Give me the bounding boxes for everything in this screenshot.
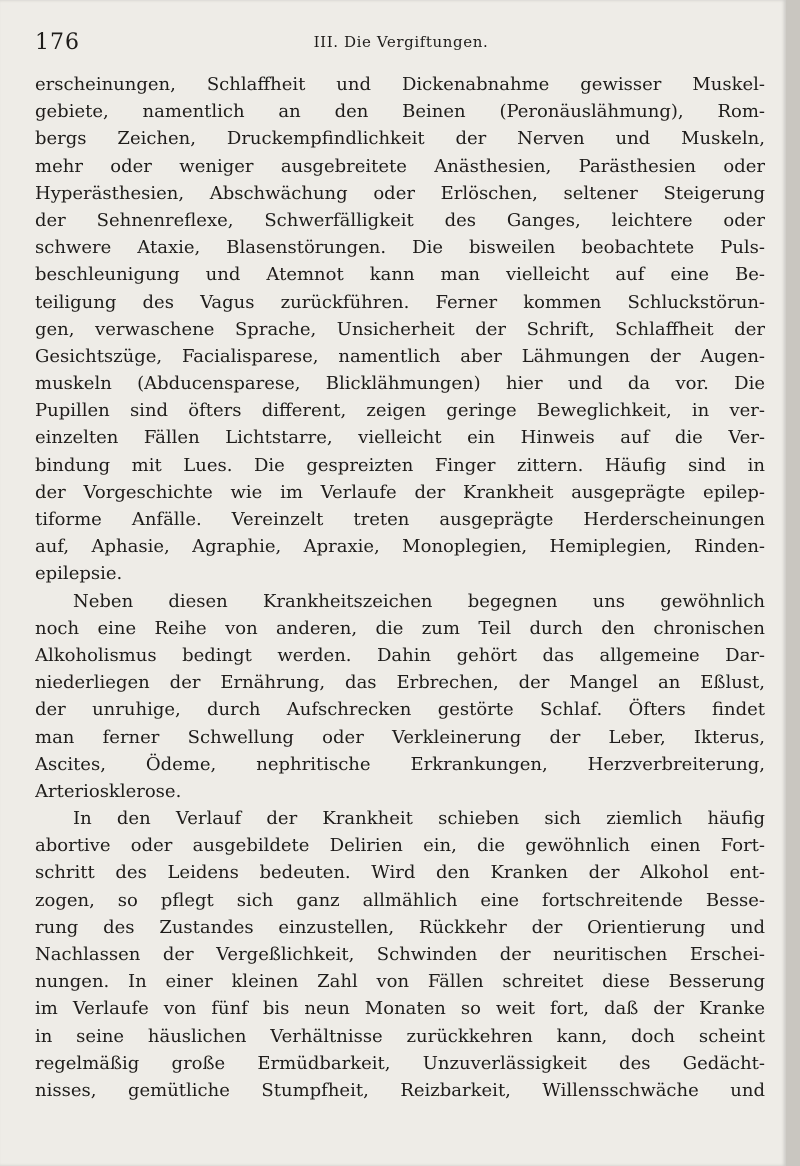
page-header (35, 30, 767, 60)
text-line: epilepsie. (35, 563, 123, 585)
text-line: beschleunigung und Atemnot kann man vielleicht auf eine Be- (35, 264, 765, 286)
text-line: Pupillen sind öfters different, zeigen geringe Beweglichkeit, in ver- (35, 400, 765, 422)
paragraph-2 (35, 588, 765, 806)
text-line: Nachlassen der Vergeßlichkeit, Schwinden der neuritischen Erschei- (35, 944, 765, 965)
text-line: erscheinungen, Schlaffheit und Dickenabnahme gewisser Muskel- (35, 74, 765, 95)
page-number: 176 (35, 30, 80, 55)
running-head: III. Die Vergiftungen. (313, 33, 489, 51)
text-line: tiforme Anfälle. Vereinzelt treten ausgeprägte Herderscheinungen (35, 509, 765, 530)
text-line: noch eine Reihe von anderen, die zum Teil durch den chronischen (35, 617, 765, 639)
text-line: Arteriosklerose. (35, 780, 182, 802)
text-line: Alkoholismus bedingt werden. Dahin gehört das allgemeine Dar- (35, 644, 765, 666)
text-line: nisses, gemütliche Stumpfheit, Reizbarkeit, Willensschwäche und (35, 1079, 765, 1101)
text-line: der Vorgeschichte wie im Verlaufe der Krankheit ausgeprägte epilep- (35, 481, 765, 503)
text-line: auf, Aphasie, Agraphie, Apraxie, Monoplegien, Hemiplegien, Rinden- (35, 536, 765, 558)
text-line: abortive oder ausgebildete Delirien ein, die gewöhnlich einen Fort- (35, 835, 765, 857)
text-line: bindung mit Lues. Die gespreizten Finger zittern. Häufig sind in (35, 454, 765, 476)
text-line: schwere Ataxie, Blasenstörungen. Die bisweilen beobachtete Puls- (35, 237, 765, 259)
text-line: rung des Zustandes einzustellen, Rückkehr der Orientierung und (35, 916, 765, 938)
text-line: bergs Zeichen, Druckempfindlichkeit der Nerven und Muskeln, (35, 128, 765, 150)
body-text (35, 71, 765, 1104)
text-line: man ferner Schwellung oder Verkleinerung der Leber, Ikterus, (35, 726, 765, 748)
text-line: einzelten Fällen Lichtstarre, vielleicht ein Hinweis auf die Ver- (35, 427, 765, 449)
paragraph-1 (35, 71, 765, 588)
text-line: im Verlaufe von fünf bis neun Monaten so weit fort, daß der Kranke (35, 998, 765, 1020)
text-line: muskeln (Abducensparese, Blicklähmungen) hier und da vor. Die (35, 373, 765, 395)
text-line: Gesichtszüge, Facialisparese, namentlich aber Lähmungen der Augen- (35, 345, 765, 367)
text-line: mehr oder weniger ausgebreitete Anästhesien, Parästhesien oder (35, 155, 765, 177)
text-line: In den Verlauf der Krankheit schieben sich ziemlich häufig (73, 808, 765, 830)
paragraph-3 (35, 805, 765, 1104)
text-line: gebiete, namentlich an den Beinen (Peronäuslähmung), Rom- (35, 101, 765, 123)
text-line: der Sehnenreflexe, Schwerfälligkeit des Ganges, leichtere oder (35, 209, 765, 231)
text-line: nungen. In einer kleinen Zahl von Fällen schreitet diese Besserung (35, 971, 765, 993)
text-line: regelmäßig große Ermüdbarkeit, Unzuverlässigkeit des Gedächt- (35, 1052, 765, 1074)
text-line: der unruhige, durch Aufschrecken gestörte Schlaf. Öfters findet (35, 699, 765, 721)
text-line: Hyperästhesien, Abschwächung oder Erlöschen, seltener Steigerung (35, 182, 765, 204)
text-line: teiligung des Vagus zurückführen. Ferner kommen Schluckstörun- (35, 291, 765, 313)
text-line: schritt des Leidens bedeuten. Wird den Kranken der Alkohol ent- (35, 862, 765, 884)
text-line: niederliegen der Ernährung, das Erbrechen, der Mangel an Eßlust, (35, 672, 765, 694)
text-line: gen, verwaschene Sprache, Unsicherheit der Schrift, Schlaffheit der (35, 318, 765, 340)
text-line: zogen, so pflegt sich ganz allmählich eine fortschreitende Besse- (35, 889, 765, 911)
text-line: Ascites, Ödeme, nephritische Erkrankungen, Herzverbreiterung, (35, 753, 765, 775)
text-line: in seine häuslichen Verhältnisse zurückkehren kann, doch scheint (35, 1025, 765, 1047)
text-line: Neben diesen Krankheitszeichen begegnen uns gewöhnlich (73, 590, 765, 612)
